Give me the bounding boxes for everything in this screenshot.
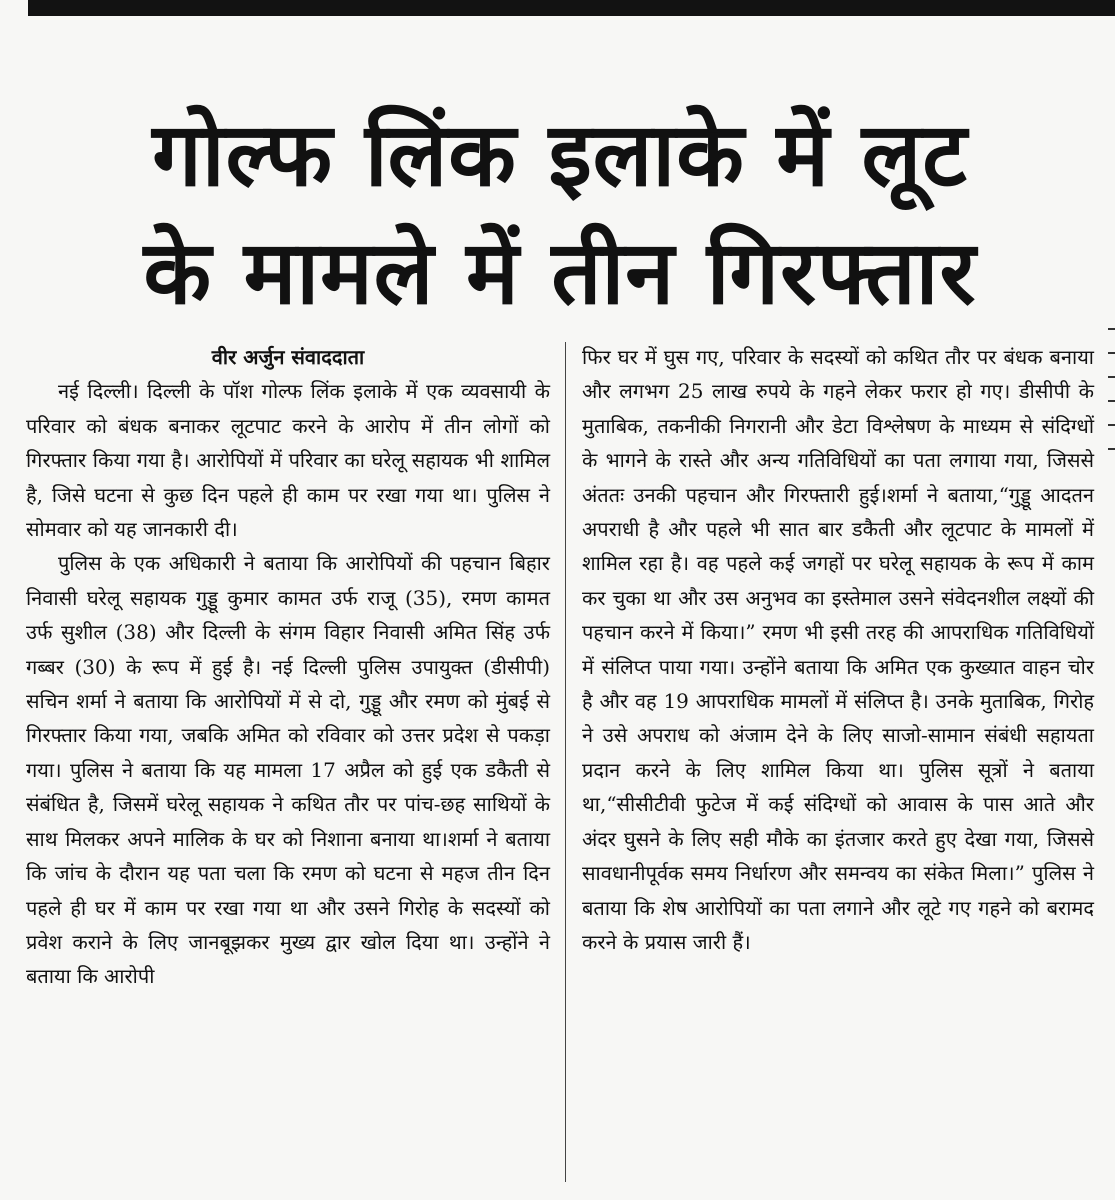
article-column-right — [582, 340, 1094, 959]
byline: वीर अर्जुन संवाददाता — [211, 345, 365, 369]
article-paragraph-1: नई दिल्ली। दिल्ली के पॉश गोल्फ लिंक इलाके में एक व्यवसायी के परिवार को बंधक बनाकर लूटपाट करने के आरोप में तीन लोगों को गिरफ्तार किया गया है। आरोपियों में परिवार का घरेलू सहायक भी शामिल है, जिसे घटना से कुछ दिन पहले ही काम पर रखा गया था। पुलिस ने सोमवार को यह जानकारी दी। — [26, 379, 550, 542]
article-column-left — [26, 340, 550, 994]
headline-line-1: गोल्फ लिंक इलाके में लूट — [152, 103, 968, 206]
edge-mark — [1108, 328, 1115, 330]
headline-line-2: के मामले में तीन गिरफ्तार — [143, 221, 977, 324]
column-divider — [565, 342, 566, 1182]
top-border-bar — [28, 0, 1115, 16]
edge-mark — [1108, 400, 1115, 402]
article-paragraph-2: पुलिस के एक अधिकारी ने बताया कि आरोपियों की पहचान बिहार निवासी घरेलू सहायक गुड्डू कुमार कामत उर्फ राजू (35), रमण कामत उर्फ सुशील (38) और दिल्ली के संगम विहार निवासी अमित सिंह उर्फ गब्बर (30) के रूप में हुई है। नई दिल्ली पुलिस उपायुक्त (डीसीपी) सचिन शर्मा ने बताया कि आरोपियों में से दो, गुड्डू और रमण को मुंबई से गिरफ्तार किया गया, जबकि अमित को रविवार को उत्तर प्रदेश से पकड़ा गया। पुलिस ने बताया कि यह मामला 17 अप्रैल को हुई एक डकैती से संबंधित है, जिसमें घरेलू सहायक ने कथित तौर पर पांच-छह साथियों के साथ मिलकर अपने मालिक के घर को निशाना बनाया था।शर्मा ने बताया कि जांच के दौरान यह पता चला कि रमण को घटना से महज तीन दिन पहले ही घर में काम पर रखा गया था और उसने गिरोह के सदस्यों को प्रवेश कराने के लिए जानबूझकर मुख्य द्वार खोल दिया था। उन्होंने ने बताया कि आरोपी — [26, 551, 550, 989]
article-paragraph-continued: फिर घर में घुस गए, परिवार के सदस्यों को कथित तौर पर बंधक बनाया और लगभग 25 लाख रुपये के गहने लेकर फरार हो गए। डीसीपी के मुताबिक, तकनीकी निगरानी और डेटा विश्लेषण के माध्यम से संदिग्धों के भागने के रास्ते और अन्य गतिविधियों का पता लगाया गया, जिससे अंततः उनकी पहचान और गिरफ्तारी हुई।शर्मा ने बताया,“गुड्डू आदतन अपराधी है और पहले भी सात बार डकैती और लूटपाट के मामलों में शामिल रहा है। वह पहले कई जगहों पर घरेलू सहायक के रूप में काम कर चुका था और उस अनुभव का इस्तेमाल उसने संवेदनशील लक्ष्यों की पहचान करने में किया।” रमण भी इसी तरह की आपराधिक गतिविधियों में संलिप्त पाया गया। उन्होंने बताया कि अमित एक कुख्यात वाहन चोर है और वह 19 आपराधिक मामलों में संलिप्त है। उनके मुताबिक, गिरोह ने उसे अपराध को अंजाम देने के लिए साजो-सामान संबंधी सहायता प्रदान करने के लिए शामिल किया था। पुलिस सूत्रों ने बताया था,“सीसीटीवी फुटेज में कई संदिग्धों को आवास के पास आते और अंदर घुसने के लिए सही मौके का इंतजार करते हुए देखा गया, जिससे सावधानीपूर्वक समय निर्धारण और समन्वय का संकेत मिला।” पुलिस ने बताया कि शेष आरोपियों का पता लगाने और लूटे गए गहने को बरामद करने के प्रयास जारी हैं। — [582, 345, 1094, 954]
edge-mark — [1108, 424, 1115, 426]
edge-mark — [1108, 448, 1115, 450]
edge-mark — [1108, 376, 1115, 378]
edge-mark — [1108, 352, 1115, 354]
headline — [20, 96, 1100, 332]
